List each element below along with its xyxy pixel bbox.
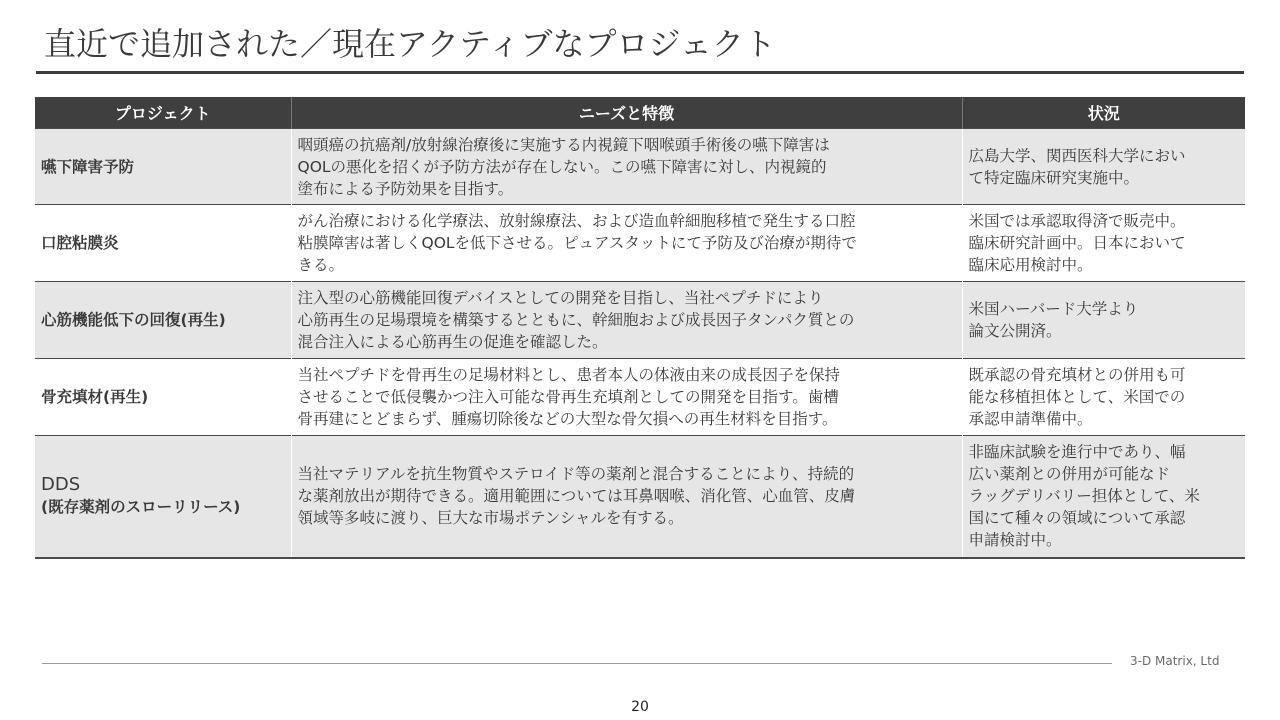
status-line: 米国では承認取得済で販売中。 [968,212,1186,230]
status-cell [962,359,1245,436]
needs-cell [291,436,962,558]
needs-line: 塗布による予防効果を目指す。 [297,179,514,198]
project-table [35,97,1245,559]
needs-line: 粘膜障害は著しくQOLを低下させる。ピュアスタットにて予防及び治療が期待で [297,234,857,252]
table-row [35,129,1245,205]
needs-cell [291,205,962,282]
needs-cell [291,282,962,359]
needs-line: がん治療における化学療法、放射線療法、および造血幹細胞移植で発生する口腔 [297,212,856,230]
status-line: 国にて種々の領域について承認 [968,509,1186,528]
table-row [35,359,1245,436]
needs-line: 骨再建にとどまらず、腫瘍切除後などの大型な骨欠損への再生材料を目指す。 [297,410,838,428]
project-name: 嚥下障害予防 [41,157,135,176]
project-name: 口腔粘膜炎 [41,234,119,252]
status-line: 能な移植担体として、米国での [968,388,1186,406]
needs-cell [291,359,962,436]
needs-line: な薬剤放出が期待できる。適用範囲については耳鼻咽喉、消化管、心血管、皮膚 [297,487,856,506]
status-line: 臨床応用検討中。 [968,256,1093,274]
status-line: 広島大学、関西医科大学におい [968,146,1186,165]
table-row [35,436,1245,558]
status-line: ラッグデリバリー担体として、米 [968,487,1200,506]
status-line: 米国ハーバード大学より [968,300,1139,318]
needs-line: 当社マテリアルを抗生物質やステロイド等の薬剤と混合することにより、持続的 [297,465,855,484]
project-name-cell [35,359,291,436]
needs-line: 混合注入による心筋再生の促進を確認した。 [297,333,608,351]
project-name-cell [35,282,291,359]
project-name-cell [35,205,291,282]
needs-line: 領域等多岐に渡り、巨大な市場ポテンシャルを有する。 [297,509,684,528]
page-title: 直近で追加された／現在アクティブなプロジェクト [44,25,776,63]
needs-line: QOLの悪化を招くが予防方法が存在しない。この嚥下障害に対し、内視鏡的 [297,157,827,176]
status-line: 広い薬剤との併用が可能なド [968,465,1171,484]
status-cell [962,282,1245,359]
footer-company-name: 3-D Matrix, Ltd [1130,654,1220,668]
needs-line: 注入型の心筋機能回復デバイスとしての開発を目指し、当社ペプチドにより [297,289,824,307]
column-header-project: プロジェクト [35,97,291,129]
status-line: 既承認の骨充填材との併用も可 [968,366,1186,384]
status-line: 臨床研究計画中。日本において [968,234,1186,252]
needs-line: きる。 [297,256,345,274]
status-line: 論文公開済。 [968,322,1062,340]
needs-line: させることで低侵襲かつ注入可能な骨再生充填剤としての開発を目指す。歯槽 [297,388,839,406]
project-name-sub: (既存薬剤のスローリリース) [41,498,241,517]
status-line: 申請検討中。 [968,531,1062,550]
project-name: DDS [41,474,81,496]
page-number: 20 [631,699,649,715]
title-divider [36,71,1244,74]
needs-line: 当社ペプチドを骨再生の足場材料とし、患者本人の体液由来の成長因子を保持 [297,366,841,384]
table-row [35,282,1245,359]
project-name: 骨充填材(再生) [41,388,149,406]
status-line: て特定臨床研究実施中。 [968,168,1140,187]
table-row [35,205,1245,282]
project-name: 心筋機能低下の回復(再生) [41,311,226,329]
needs-line: 心筋再生の足場環境を構築するとともに、幹細胞および成長因子タンパク質との [297,311,855,329]
project-name-cell [35,436,291,558]
needs-cell [291,129,962,205]
column-header-needs: ニーズと特徴 [291,97,962,129]
status-cell [962,436,1245,558]
needs-line: 咽頭癌の抗癌剤/放射線治療後に実施する内視鏡下咽喉頭手術後の嚥下障害は [297,135,830,154]
table-header-row [35,97,1245,129]
status-cell [962,205,1245,282]
footer-divider [42,663,1112,664]
status-line: 非臨床試験を進行中であり、幅 [968,443,1186,462]
project-name-cell [35,129,291,205]
status-line: 承認申請準備中。 [968,410,1093,428]
column-header-status: 状況 [962,97,1245,129]
status-cell [962,129,1245,205]
